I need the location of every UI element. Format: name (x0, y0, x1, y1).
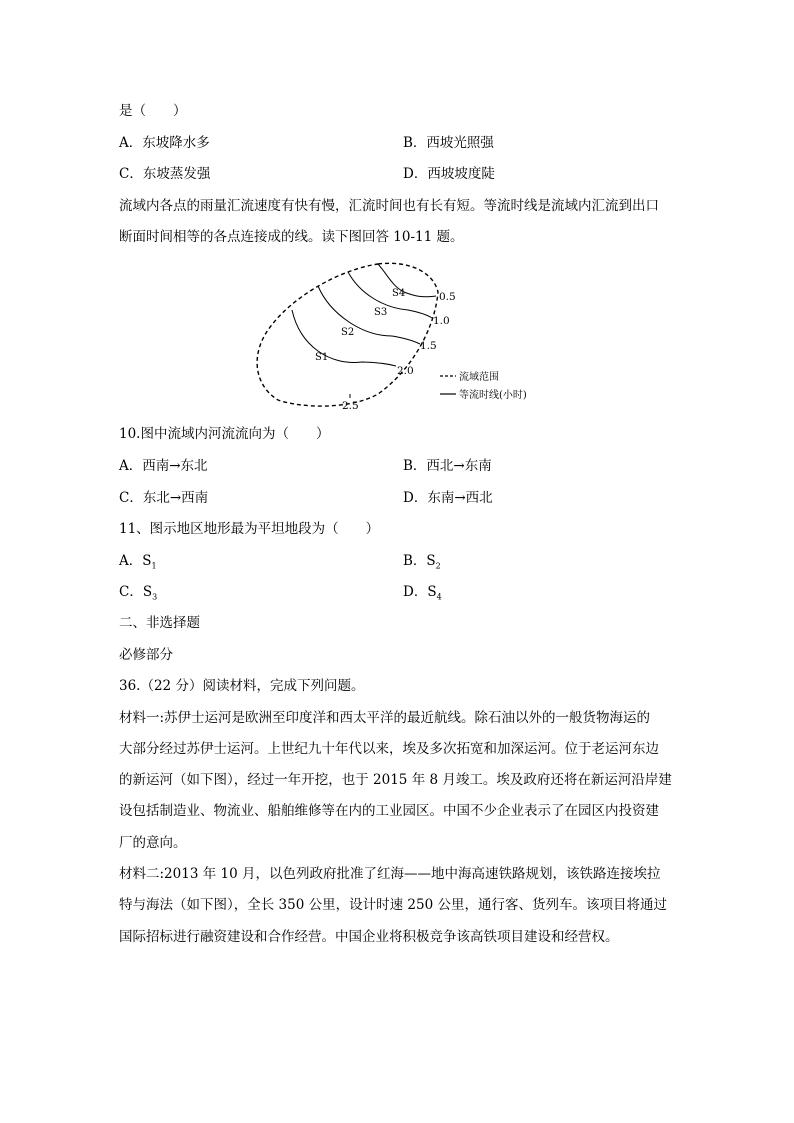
zone-label-s4: S4 (392, 288, 406, 299)
legend-solid-label: 等流时线(小时) (459, 390, 527, 401)
section-subtitle: 必修部分 (119, 647, 173, 663)
q10-option-d: D．东南→西北 (403, 490, 493, 506)
q11-option-d: D．$S_4$ (403, 584, 442, 602)
section-title: 二、非选择题 (119, 615, 200, 631)
q10-option-a: A．西南→东北 (119, 458, 208, 474)
isochrone-label-0-5: 0.5 (439, 291, 456, 303)
isochrone-diagram (250, 258, 550, 416)
material1-line-5: 厂的意向。 (119, 835, 187, 851)
isochrone-label-2-5: 2.5 (342, 400, 359, 412)
isochrone-label-1-0: 1.0 (433, 315, 450, 327)
q9-stem-tail: 是（ ） (119, 103, 187, 119)
q9-option-a: A．东坡降水多 (119, 135, 210, 151)
intro-line-1: 流域内各点的雨量汇流速度有快有慢，汇流时间也有长有短。等流时线是流域内汇流到出口 (119, 198, 659, 214)
material2-line-2: 特与海法（如下图），全长 350 公里，设计时速 250 公里，通行客、货列车。该项目将通过 (119, 897, 667, 913)
q10-stem: 10.图中流域内河流流向为（ ） (119, 426, 330, 442)
material1-line-1: 材料一:苏伊士运河是欧洲至印度洋和西太平洋的最近航线。除石油以外的一般货物海运的 (119, 710, 651, 726)
intro-line-2: 断面时间相等的各点连接成的线。读下图回答 10-11 题。 (119, 229, 464, 245)
q11-stem: 11、图示地区地形最为平坦地段为（ ） (119, 521, 380, 537)
isochrone-label-1-5: 1.5 (420, 340, 437, 352)
isochrone-label-2-0: 2.0 (397, 365, 414, 377)
material1-line-4: 设包括制造业、物流业、船舶维修等在内的工业园区。中国不少企业表示了在园区内投资建 (119, 803, 659, 819)
zone-label-s3: S3 (374, 307, 388, 318)
material1-line-2: 大部分经过苏伊士运河。上世纪九十年代以来，埃及多次拓宽和加深运河。位于老运河东边 (119, 741, 659, 757)
q9-option-c: C．东坡蒸发强 (119, 166, 211, 182)
isochrone-0-5 (378, 264, 436, 297)
q9-option-d: D．西坡坡度陡 (403, 166, 495, 182)
q10-option-c: C．东北→西南 (119, 490, 209, 506)
q9-option-b: B．西坡光照强 (403, 135, 494, 151)
material1-line-3: 的新运河（如下图），经过一年开挖，也于 2015 年 8 月竣工。埃及政府还将在新运河沿岸建 (119, 772, 672, 788)
material2-line-3: 国际招标进行融资建设和合作经营。中国企业将积极竞争该高铁项目建设和经营权。 (119, 929, 619, 945)
q36-stem: 36.（22 分）阅读材料，完成下列问题。 (119, 678, 365, 694)
q11-option-c: C．$S_3$ (119, 584, 158, 602)
legend-dashed-label: 流域范围 (459, 372, 499, 383)
zone-label-s2: S2 (341, 327, 355, 338)
material2-line-1: 材料二:2013 年 10 月，以色列政府批准了红海——地中海高速铁路规划，该铁路连接埃拉 (119, 866, 661, 882)
zone-label-s1: S1 (315, 352, 329, 363)
q11-option-a: A．$S_1$ (119, 553, 157, 571)
q11-option-b: B．$S_2$ (403, 553, 441, 571)
q10-option-b: B．西北→东南 (403, 458, 492, 474)
